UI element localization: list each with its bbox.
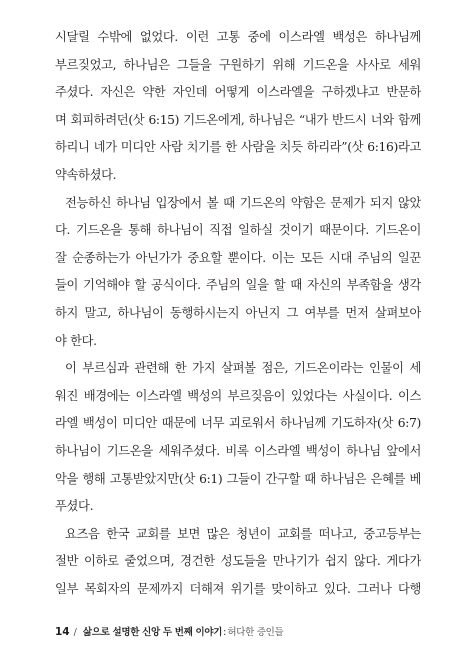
- paragraph-first-line: 이 부르심과 관련해 한 가지 살펴볼 점은, 기드온이라는 인물이 세: [65, 361, 421, 376]
- text-line: 잘 순종하는가 아닌가가 중요할 뿐이다. 이는 모든 시대 주님의 일꾼: [55, 250, 421, 265]
- text-line: 절반 이하로 줄었으며, 경건한 성도들을 만나기가 쉽지 않다. 게다가: [55, 554, 421, 569]
- text-line: 하지 말고, 하나님이 동행하시는지 아닌지 그 여부를 먼저 살펴보아: [55, 305, 421, 320]
- footer-separator: /: [73, 627, 77, 638]
- text-line: 시달릴 수밖에 없었다. 이런 고통 중에 이스라엘 백성은 하나님께: [55, 30, 421, 44]
- text-line: 라엘 백성이 미디안 때문에 너무 괴로워서 하나님께 기도하자(삿 6:7): [55, 416, 421, 431]
- text-line: 푸셨다.: [55, 499, 94, 514]
- body-text: [55, 24, 421, 603]
- text-line: 며 회피하려던(삿 6:15) 기드온에게, 하나님은 “내가 반드시 너와 함께: [55, 112, 421, 127]
- text-line: 약속하셨다.: [55, 167, 117, 182]
- title-colon: :: [223, 627, 227, 638]
- paragraph-first-line: 전능하신 하나님 입장에서 볼 때 기드온의 약함은 문제가 되지 않았: [65, 195, 421, 210]
- book-title: 삶으로 설명한 신앙 두 번째 이야기: [82, 627, 223, 638]
- book-subtitle: 허다한 증인들: [227, 627, 284, 638]
- page-footer: [55, 624, 283, 640]
- text-line: 다. 기드온을 통해 하나님이 직접 일하실 것이기 때문이다. 기드온이: [55, 223, 421, 238]
- text-line: 일부 목회자의 문제까지 더해져 위기를 맞이하고 있다. 그러나 다행: [55, 581, 421, 596]
- text-line: 주셨다. 자신은 약한 자인데 어떻게 이스라엘을 구하겠냐고 반문하: [55, 85, 421, 100]
- paragraph-first-line: 요즈음 한국 교회를 보면 많은 청년이 교회를 떠나고, 중고등부는: [65, 526, 421, 541]
- text-line: 하나님이 기드온을 세워주셨다. 비록 이스라엘 백성이 하나님 앞에서: [55, 443, 421, 458]
- text-line: 들이 기억해야 할 공식이다. 주님의 일을 할 때 자신의 부족함을 생각: [55, 278, 421, 293]
- page-number: 14: [55, 626, 70, 638]
- text-line: 야 한다.: [55, 333, 97, 348]
- text-line: 워진 배경에는 이스라엘 백성의 부르짖음이 있었다는 사실이다. 이스: [55, 388, 421, 403]
- text-line: 부르짖었고, 하나님은 그들을 구원하기 위해 기드온을 사사로 세워: [55, 57, 421, 72]
- text-line: 하리니 네가 미디안 사람 치기를 한 사람을 치듯 하리라”(삿 6:16)라고: [55, 140, 421, 155]
- text-line: 악을 행해 고통받았지만(삿 6:1) 그들이 간구할 때 하나님은 은혜를 베: [55, 471, 421, 486]
